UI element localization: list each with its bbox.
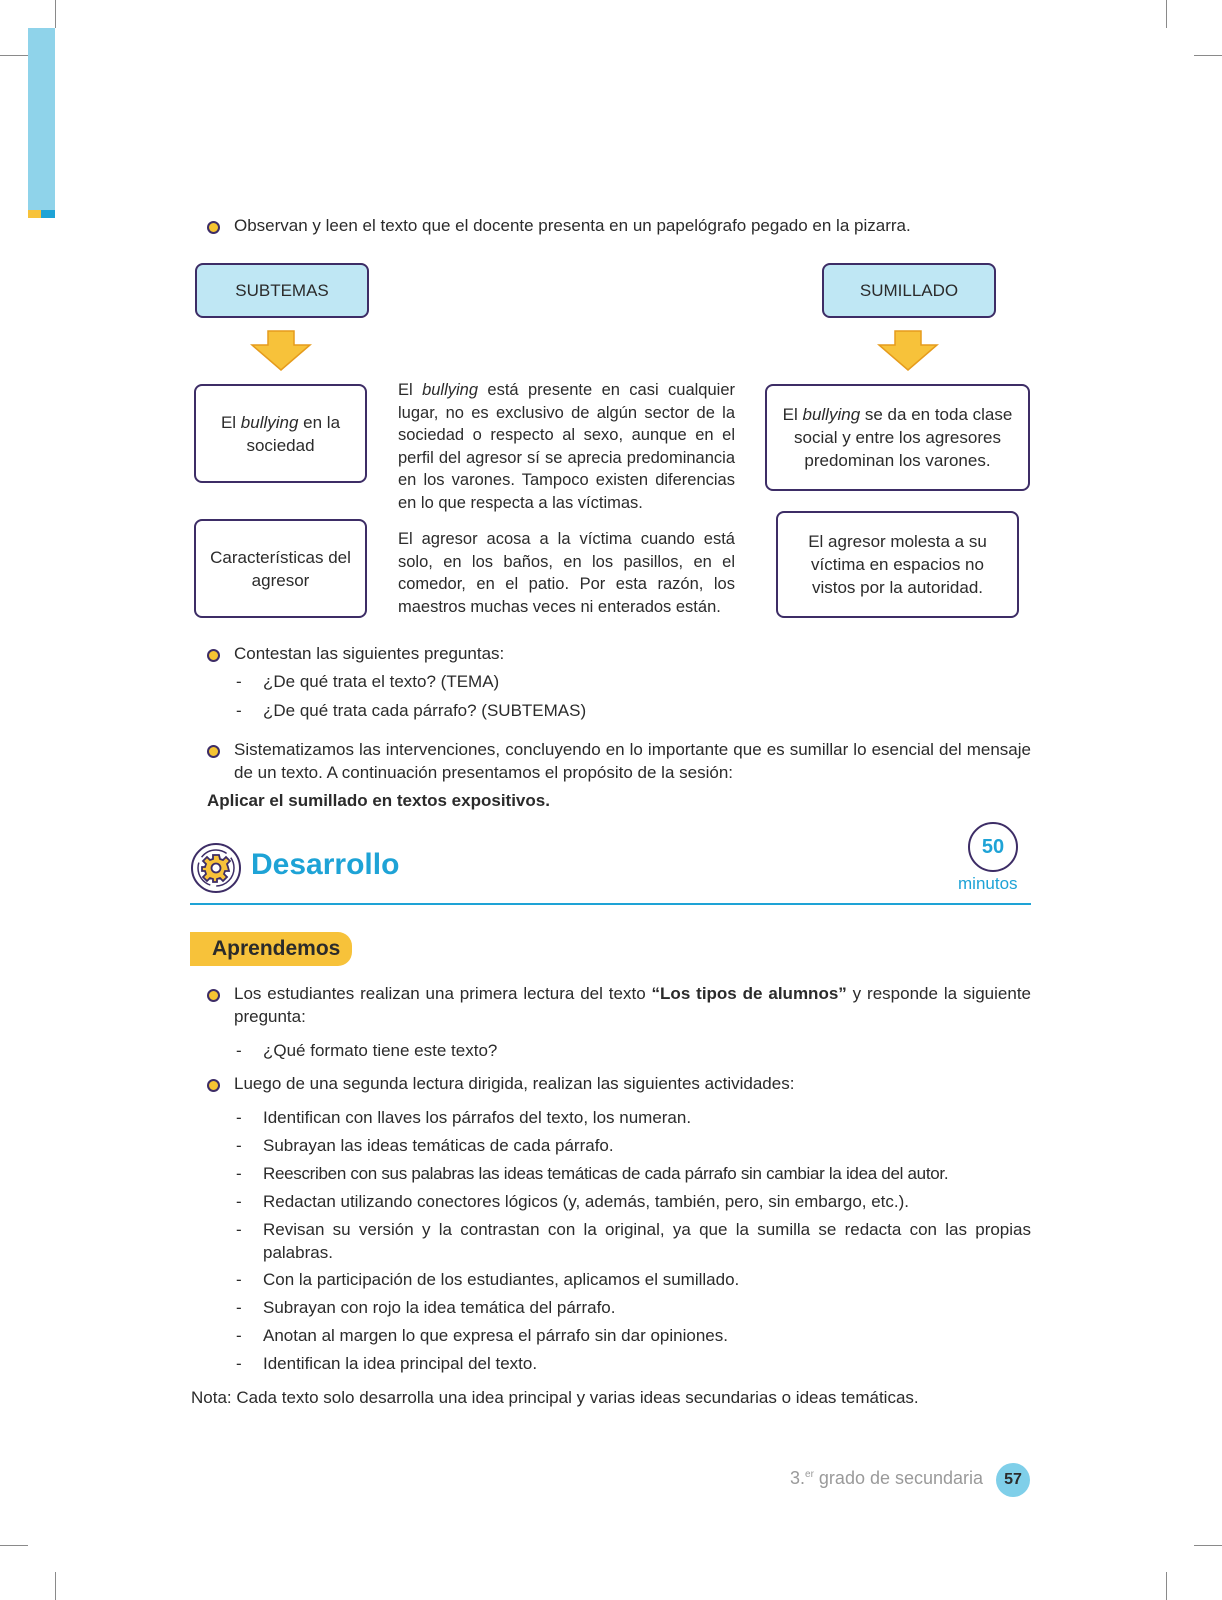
- timer-icon: [968, 822, 1018, 872]
- timer-value: 50: [981, 835, 1005, 858]
- activity-item: Revisan su versión y la contrastan con la original, ya que la sumilla se redacta con las propias palabras.: [263, 1220, 1031, 1262]
- subtema-card-1: El bullying en la sociedad: [194, 384, 367, 483]
- crop-mark: [1194, 55, 1222, 56]
- activity-item: Reescriben con sus palabras las ideas temáticas de cada párrafo sin cambiar la idea del autor.: [263, 1164, 949, 1183]
- sumillado-header: SUMILLADO: [822, 263, 996, 318]
- sidebar-accent-yellow: [28, 210, 41, 218]
- text-paragraph-2: El agresor acosa a la víctima cuando está solo, en los baños, en los pasillos, en el comedor, en el patio. Por esta razón, los maestros muchas veces ni enterados están.: [398, 530, 735, 616]
- gear-icon: [190, 842, 242, 894]
- dash-marker: -: [236, 1270, 242, 1289]
- section-divider: [190, 903, 1031, 905]
- crop-mark: [1166, 1572, 1167, 1600]
- sumilla-card-1: El bullying se da en toda clase social y entre los agresores predominan los varones.: [765, 384, 1030, 491]
- activity-item: Subrayan con rojo la idea temática del párrafo.: [263, 1298, 616, 1317]
- dash-marker: -: [236, 701, 242, 720]
- activity-item: Subrayan las ideas temáticas de cada párrafo.: [263, 1136, 614, 1155]
- dash-marker: -: [236, 1220, 242, 1239]
- subtema-card-2: Características del agresor: [194, 519, 367, 618]
- crop-mark: [1166, 0, 1167, 28]
- bullet-icon: [207, 745, 220, 758]
- questions-bullet-text: Contestan las siguientes preguntas:: [234, 644, 505, 663]
- crop-mark: [55, 1572, 56, 1600]
- timer-unit: minutos: [958, 874, 1018, 893]
- dash-marker: -: [236, 1136, 242, 1155]
- activity-item: Identifican con llaves los párrafos del texto, los numeran.: [263, 1108, 692, 1127]
- bullet-icon: [207, 649, 220, 662]
- subtemas-header: SUBTEMAS: [195, 263, 369, 318]
- desarrollo-question: ¿Qué formato tiene este texto?: [263, 1041, 498, 1060]
- dash-marker: -: [236, 1192, 242, 1211]
- bullet-icon: [207, 989, 220, 1002]
- question-item: ¿De qué trata el texto? (TEMA): [263, 672, 500, 691]
- crop-mark: [1194, 1545, 1222, 1546]
- systematize-text: Sistematizamos las intervenciones, concluyendo en lo importante que es sumillar lo esencial del mensaje de un texto. A continuación presentamos el propósito de la sesión:: [234, 740, 1031, 782]
- activity-item: Identifican la idea principal del texto.: [263, 1354, 538, 1373]
- sidebar-stripe: [28, 28, 55, 210]
- desarrollo-bullet-1: Los estudiantes realizan una primera lectura del texto “Los tipos de alumnos” y responde la siguiente pregunta:: [234, 984, 1031, 1026]
- nota-text: Nota: Cada texto solo desarrolla una idea principal y varias ideas secundarias o ideas temáticas.: [191, 1388, 919, 1407]
- dash-marker: -: [236, 1326, 242, 1345]
- arrow-down-icon: [250, 330, 312, 372]
- dash-marker: -: [236, 1108, 242, 1127]
- desarrollo-bullet-2: Luego de una segunda lectura dirigida, realizan las siguientes actividades:: [234, 1074, 795, 1093]
- sidebar-accent-blue: [41, 210, 55, 218]
- bullet-icon: [207, 221, 220, 234]
- crop-mark: [55, 0, 56, 28]
- activity-item: Redactan utilizando conectores lógicos (y, además, también, pero, sin embargo, etc.).: [263, 1192, 910, 1211]
- section-title: Desarrollo: [251, 848, 400, 881]
- text-paragraph-1: El bullying está presente en casi cualquier lugar, no es exclusivo de algún sector de la sociedad o respecto al sexo, aunque en el perfil del agresor sí se aprecia predominancia en los varones. Tampoco existen diferencias en lo que respecta a las víctimas.: [398, 381, 735, 512]
- dash-marker: -: [236, 1298, 242, 1317]
- bullet-icon: [207, 1079, 220, 1092]
- crop-mark: [0, 55, 28, 56]
- activity-item: Con la participación de los estudiantes, aplicamos el sumillado.: [263, 1270, 740, 1289]
- dash-marker: -: [236, 672, 242, 691]
- arrow-down-icon: [877, 330, 939, 372]
- question-item: ¿De qué trata cada párrafo? (SUBTEMAS): [263, 701, 587, 720]
- footer-grade: 3.$^{er}$ grado de secundaria: [790, 1468, 984, 1488]
- page-number: 57: [996, 1463, 1030, 1497]
- crop-mark: [0, 1545, 28, 1546]
- aprendemos-tag: Aprendemos: [190, 932, 352, 966]
- sumilla-card-2: El agresor molesta a su víctima en espacios no vistos por la autoridad.: [776, 511, 1019, 618]
- intro-bullet-text: Observan y leen el texto que el docente presenta en un papelógrafo pegado en la pizarra.: [234, 216, 911, 235]
- dash-marker: -: [236, 1354, 242, 1373]
- session-purpose: Aplicar el sumillado en textos expositivos.: [207, 791, 550, 810]
- activity-item: Anotan al margen lo que expresa el párrafo sin dar opiniones.: [263, 1326, 728, 1345]
- dash-marker: -: [236, 1041, 242, 1060]
- dash-marker: -: [236, 1164, 242, 1183]
